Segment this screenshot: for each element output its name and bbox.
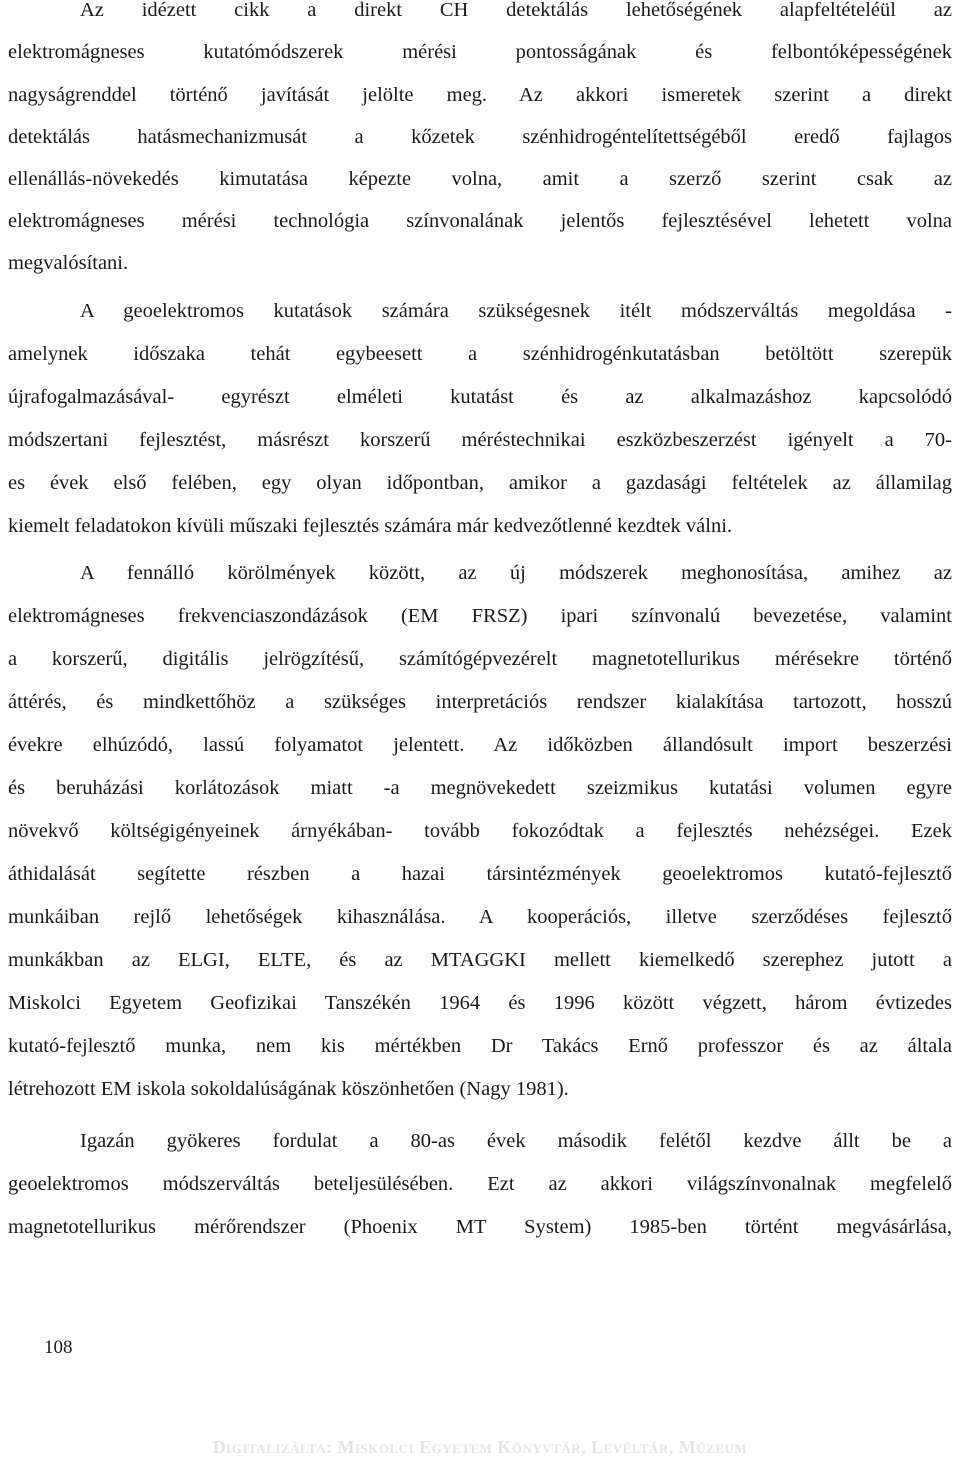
text-line: amelynek időszaka tehát egybeesett a szénhidrogénkutatásban betöltött szerepük [8,343,952,365]
text-line: A geoelektromos kutatások számára szükségesnek itélt módszerváltás megoldása - [80,300,952,322]
text-line: újrafogalmazásával- egyrészt elméleti kutatást és az alkalmazáshoz kapcsolódó [8,386,952,408]
text-line: növekvő költségigényeinek árnyékában- tovább fokozódtak a fejlesztés nehézségei. Ezek [8,820,952,842]
text-line: ellenállás-növekedés kimutatása képezte volna, amit a szerző szerint csak az [8,168,952,190]
text-line: elektromágneses frekvenciaszondázások (EM FRSZ) ipari színvonalú bevezetése, valamint [8,605,952,627]
text-line: munkákban az ELGI, ELTE, és az MTAGGKI mellett kiemelkedő szerephez jutott a [8,949,952,971]
text-line: létrehozott EM iskola sokoldalúságának köszönhetően (Nagy 1981). [8,1078,569,1100]
text-line: geoelektromos módszerváltás beteljesülésében. Ezt az akkori világszínvonalnak megfelelő [8,1173,952,1195]
text-line: es évek első felében, egy olyan időpontban, amikor a gazdasági feltételek az államilag [8,472,952,494]
text-line: és beruházási korlátozások miatt -a megnövekedett szeizmikus kutatási volumen egyre [8,777,952,799]
text-line: nagyságrenddel történő javítását jelölte meg. Az akkori ismeretek szerint a direkt [8,84,952,106]
text-line: évekre elhúzódó, lassú folyamatot jelentett. Az időközben állandósult import beszerzési [8,734,952,756]
text-line: kiemelt feladatokon kívüli műszaki fejlesztés számára már kedvezőtlenné kezdtek válni. [8,515,733,537]
text-line: elektromágneses kutatómódszerek mérési pontosságának és felbontóképességének [8,41,952,63]
text-line: áttérés, és mindkettőhöz a szükséges interpretációs rendszer kialakítása tartozott, hosszú [8,691,952,713]
digitization-footer: Digitalizálta: Miskolci Egyetem Könyvtár, Levéltár, Múzeum [212,1437,748,1457]
text-line: áthidalását segítette részben a hazai társintézmények geoelektromos kutató-fejlesztő [8,863,952,885]
text-line: Miskolci Egyetem Geofizikai Tanszékén 1964 és 1996 között végzett, három évtizedes [8,992,952,1014]
text-line: Az idézett cikk a direkt CH detektálás lehetőségének alapfeltételéül az [80,0,952,21]
text-line: kutató-fejlesztő munka, nem kis mértékben Dr Takács Ernő professzor és az általa [8,1035,952,1057]
text-line: megvalósítani. [8,252,129,274]
text-line: magnetotellurikus mérőrendszer (Phoenix MT System) 1985-ben történt megvásárlása, [8,1216,952,1238]
text-line: a korszerű, digitális jelrögzítésű, számítógépvezérelt magnetotellurikus mérésekre történő [8,648,952,670]
text-line: detektálás hatásmechanizmusát a kőzetek szénhidrogéntelítettségéből eredő fajlagos [8,126,952,148]
text-line: munkáiban rejlő lehetőségek kihasználása. A kooperációs, illetve szerződéses fejlesztő [8,906,952,928]
page-number: 108 [44,1337,73,1358]
text-line: elektromágneses mérési technológia színvonalának jelentős fejlesztésével lehetett volna [8,210,952,232]
text-line: A fennálló körölmények között, az új módszerek meghonosítása, amihez az [80,562,952,584]
text-line: Igazán gyökeres fordulat a 80-as évek második felétől kezdve állt be a [80,1130,952,1152]
text-line: módszertani fejlesztést, másrészt korszerű méréstechnikai eszközbeszerzést igényelt a 70- [8,429,952,451]
